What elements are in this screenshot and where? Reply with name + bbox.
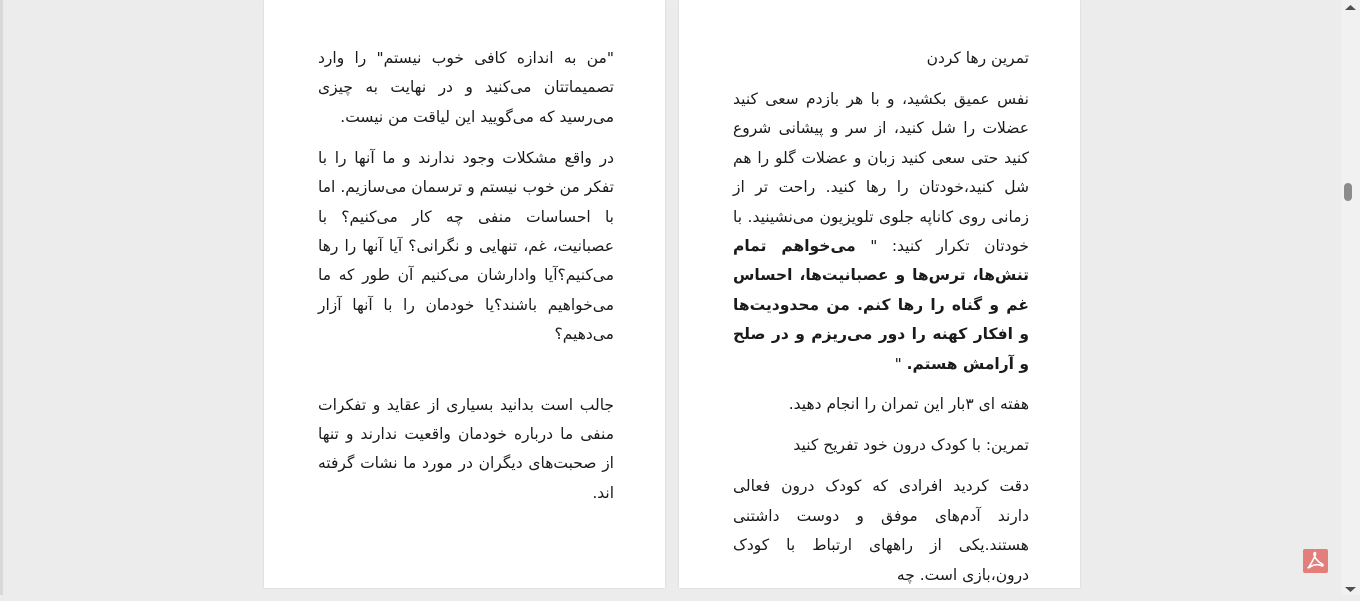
paragraph xyxy=(733,85,1029,379)
document-viewer[interactable] xyxy=(3,0,1341,595)
paragraph: در واقع مشکلات وجود ندارند و ما آنها را با تفکر من خوب نیستم و ترسمان می‌سازیم. اما با احساسات منفی چه کار می‌کنیم؟ با عصبانیت، غم، تنهایی و نگرانی؟ آیا آنها را رها می‌کنیم؟آیا وادارشان می‌کنیم آن طور که ما می‌خواهیم باشند؟یا خودمان را با آنها آزار می‌دهیم؟ xyxy=(318,148,614,344)
page-text-column xyxy=(318,44,614,520)
document-page-right xyxy=(679,0,1080,588)
paragraph-text: نفس عمیق بکشید، و با هر بازدم سعی کنید عضلات را شل کنید، از سر و پیشانی شروع کنید حتی سعی کنید زبان و عضلات گلو را هم شل کنید،خودتان را رها کنید. راحت تر از زمانی روی کاناپه جلوی تلویزیون می‌نشینید. با خودتان تکرار کنید: " xyxy=(733,89,1030,255)
section-heading: تمرین رها کردن xyxy=(926,49,1029,67)
scroll-down-arrow-icon[interactable] xyxy=(1341,581,1360,595)
paragraph-text: " xyxy=(894,354,907,373)
paragraph: هفته ای ۳بار این تمران را انجام دهید. xyxy=(788,395,1029,414)
paragraph: جالب است بدانید بسیاری از عقاید و تفکرات منفی ما درباره خودمان واقعیت ندارند و تنها از صحبت‌های دیگران در مورد ما نشات گرفته اند. xyxy=(318,395,614,502)
vertical-scrollbar[interactable] xyxy=(1341,0,1360,595)
pdf-icon xyxy=(1303,549,1328,573)
paragraph: دقت کردید افرادی که کودک درون فعالی دارند آدم‌های موفق و دوست داشتنی هستند.یکی از راههای ارتباط با کودک درون،بازی است. چه xyxy=(733,477,1029,584)
paragraph: "من به اندازه کافی خوب نیستم" را وارد تصمیماتتان می‌کنید و در نهایت به چیزی می‌رسید که می‌گویید این لیاقت من نیست. xyxy=(318,49,614,126)
bold-affirmation: می‌خواهم تمام تنش‌ها، ترس‌ها و عصبانیت‌ها، احساس غم و گناه را رها کنم. من محدودیت‌ها و افکار کهنه را دور می‌ریزم و در صلح و آرامش هستم. xyxy=(733,236,1029,373)
document-page-left xyxy=(264,0,665,588)
page-text-column xyxy=(733,44,1029,601)
scrollbar-thumb[interactable] xyxy=(1344,183,1352,201)
scroll-up-arrow-icon[interactable] xyxy=(1341,0,1360,14)
pdf-download-button[interactable] xyxy=(1303,549,1328,573)
section-heading: تمرین: با کودک درون خود تفریح کنید xyxy=(793,436,1029,455)
